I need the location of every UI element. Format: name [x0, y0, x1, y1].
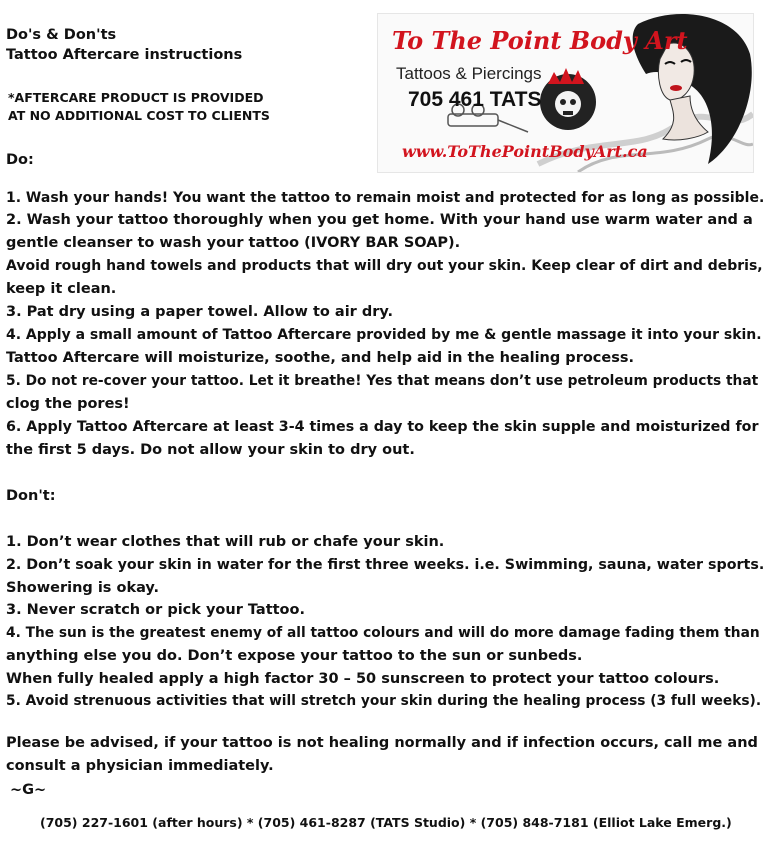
list-item: 1. Wash your hands! You want the tattoo to remain moist and protected for as long as possible. [6, 190, 765, 206]
list-item: Showering is okay. [6, 580, 160, 596]
list-item: 3. Never scratch or pick your Tattoo. [6, 602, 305, 618]
list-item: 5. Avoid strenuous activities that will stretch your skin during the healing process (3 full weeks). [6, 693, 762, 709]
list-item: keep it clean. [6, 281, 117, 297]
list-item: 3. Pat dry using a paper towel. Allow to air dry. [6, 304, 394, 320]
page-title: Do's & Don'ts [6, 27, 117, 43]
list-item: Avoid rough hand towels and products that will dry out your skin. Keep clear of dirt and debris, [6, 258, 763, 274]
logo-phone: 705 461 TATS [408, 88, 542, 111]
list-item: 6. Apply Tattoo Aftercare at least 3-4 times a day to keep the skin supple and moisturized for [6, 419, 759, 435]
skull-mohawk-icon [540, 68, 596, 130]
list-item: When fully healed apply a high factor 30 – 50 sunscreen to protect your tattoo colours. [6, 671, 720, 687]
list-item: Tattoo Aftercare will moisturize, soothe, and help aid in the healing process. [6, 350, 635, 366]
brand-logo [377, 13, 754, 173]
list-item: 5. Do not re-cover your tattoo. Let it breathe! Yes that means don’t use petroleum products that [6, 373, 759, 389]
list-item: gentle cleanser to wash your tattoo (IVORY BAR SOAP). [6, 235, 461, 251]
aftercare-note-line-2: AT NO ADDITIONAL COST TO CLIENTS [8, 108, 270, 123]
do-heading: Do: [6, 152, 34, 168]
logo-url[interactable]: www.ToThePointBodyArt.ca [402, 142, 648, 161]
list-item: 4. The sun is the greatest enemy of all tattoo colours and will do more damage fading them than [6, 625, 760, 641]
dont-heading: Don't: [6, 488, 56, 504]
signature: ~G~ [10, 782, 47, 798]
list-item: clog the pores! [6, 396, 130, 412]
aftercare-note-line-1: *AFTERCARE PRODUCT IS PROVIDED [8, 90, 264, 105]
list-item: anything else you do. Don’t expose your tattoo to the sun or sunbeds. [6, 648, 583, 664]
footer-contacts: (705) 227-1601 (after hours) * (705) 461-8287 (TATS Studio) * (705) 848-7181 (Elliot Lake Emerg.) [40, 815, 732, 830]
page-subtitle: Tattoo Aftercare instructions [6, 47, 243, 63]
list-item: 2. Don’t soak your skin in water for the first three weeks. i.e. Swimming, sauna, water sports. [6, 557, 765, 573]
list-item: the first 5 days. Do not allow your skin to dry out. [6, 442, 415, 458]
list-item: 4. Apply a small amount of Tattoo Aftercare provided by me & gentle massage it into your skin. [6, 327, 762, 343]
advice-line: consult a physician immediately. [6, 758, 274, 774]
advice-line: Please be advised, if your tattoo is not healing normally and if infection occurs, call me and [6, 735, 758, 751]
logo-brand-name: To The Point Body Art [392, 26, 688, 55]
logo-tagline: Tattoos & Piercings [396, 64, 542, 83]
list-item: 1. Don’t wear clothes that will rub or chafe your skin. [6, 534, 445, 550]
list-item: 2. Wash your tattoo thoroughly when you get home. With your hand use warm water and a [6, 212, 753, 228]
